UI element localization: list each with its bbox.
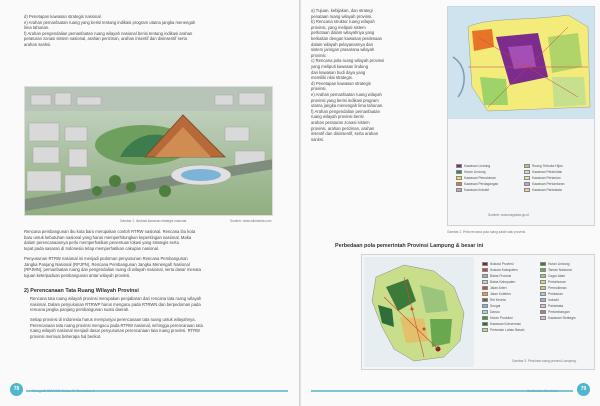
text-line: insentif dan disinsentif, serta arahan <box>311 131 379 137</box>
legend-item <box>524 187 590 193</box>
map2-legend-right <box>540 261 595 321</box>
text-line: Setiap provinsi di Indonesia harus mempunyai perencanaan tata ruang untuk wilayahnya. <box>30 317 196 322</box>
photo-caption: Gambar 1. Ilustrasi kawasan strategis nasional. <box>120 219 187 223</box>
photo-credit: Sumber: www.wikimedia.com <box>230 219 272 223</box>
text-line: (RPJMN), pemanfaatan ruang dan pengendalian ruang di wilayah nasional, serta dasar menata <box>24 267 201 273</box>
legend-swatch <box>482 316 488 320</box>
legend-swatch <box>482 262 488 266</box>
text-line: Rencana tata ruang wilayah provinsi merupakan penjabaran dari rencana tata ruang wilayah <box>30 296 202 301</box>
legend-item <box>482 327 538 333</box>
text-line: d) Penetapan kawasan strategis nasional. <box>24 14 102 19</box>
text-line: perkotaan dalam wilayahnya yang <box>311 30 375 36</box>
legend-label: Perikanan <box>548 292 563 296</box>
legend-swatch <box>482 328 488 332</box>
text-line: Jangka Panjang Nasional (RPJPN), Rencana Pembangunan Jangka Menengah Nasional <box>24 261 190 267</box>
legend-swatch <box>482 268 488 272</box>
legend-item <box>456 187 522 193</box>
legend-swatch <box>540 268 546 272</box>
legend-label: Kawasan Industri <box>464 188 490 192</box>
legend-label: Kawasan Pariwisata <box>532 188 562 192</box>
text-line: arahan sanksi. <box>24 42 52 47</box>
text-line: a) Tujuan, kebijakan, dan strategi <box>311 8 373 13</box>
legend-swatch <box>524 164 530 168</box>
legend-swatch <box>482 286 488 290</box>
legend-swatch <box>482 274 488 278</box>
text-line: d) Penetapan kawasan strategis <box>311 80 371 86</box>
legend-swatch <box>524 170 530 174</box>
legend-swatch <box>524 176 530 180</box>
text-line: Perencanaan tata ruang provinsi mengacu pada RTRW nasional, sehingga perencanaan tata <box>30 322 203 328</box>
legend-swatch <box>540 310 546 314</box>
legend-swatch <box>540 274 546 278</box>
legend-label: Ruang Terbuka Hijau <box>532 164 563 168</box>
text-line: sistem jaringan prasarana wilayah <box>311 47 375 53</box>
section-heading: 2) Perencanaan Tata Ruang Wilayah Provinsi <box>24 288 139 294</box>
footer-title: Geografi SMA/MA Kelas XI Semester 1 <box>32 389 95 393</box>
legend-swatch <box>482 292 488 296</box>
legend-label: Rel Kereta <box>490 298 506 302</box>
legend-label: Ibukota Provinsi <box>490 262 514 266</box>
legend-swatch <box>540 298 546 302</box>
text-line: arahan peraturan zonasi sistem <box>311 120 370 125</box>
text-line: utama jangka menengah lima tahunan. <box>311 103 384 109</box>
text-line: nasional. Dalam penyusunan RTRWP harus mengacu pada RTRWN dan berpedoman pada <box>30 301 201 307</box>
page-number: 78 <box>10 383 23 396</box>
text-line: Penyusunan RTRW nasional ini menjadi pedoman penyusunan Rencana Pembangunan <box>24 256 188 261</box>
legend-label: Kawasan Pelabuhan <box>532 170 563 174</box>
legend-label: Hutan Lindung <box>548 262 570 266</box>
text-line: lima tahunan. <box>24 25 50 31</box>
text-line: e) Arahan pemanfaatan ruang wilayah <box>311 92 382 97</box>
legend-swatch <box>540 286 546 290</box>
legend-label: Kawasan Perdagangan <box>464 182 499 186</box>
text-line: f) Arahan pengendalian pemanfaatan ruang wilayah nasional berisi tentang indikasi arahan <box>24 30 193 36</box>
legend-swatch <box>456 176 462 180</box>
legend-swatch <box>540 316 546 320</box>
text-line: ruang wilayah provinsi berisi <box>311 114 364 120</box>
map1-graphic <box>448 7 595 119</box>
legend-label: Jalan Arteri <box>490 286 507 290</box>
legend-swatch <box>456 188 462 192</box>
legend-swatch <box>482 298 488 302</box>
legend-swatch <box>482 322 488 326</box>
legend-label: Kawasan Strategis <box>548 316 576 320</box>
legend-swatch <box>540 262 546 266</box>
legend-label: Permukiman <box>548 286 567 290</box>
legend-label: Pertanian Lahan Basah <box>490 328 525 332</box>
page-number: 79 <box>577 383 590 396</box>
text-line: e) Arahan pemanfaatan ruang yang berisi tentang indikasi program utama jangka menengah <box>24 19 196 25</box>
text-line: dan kawasan budi daya yang <box>311 69 366 75</box>
legend-label: Hutan Produksi <box>490 316 513 320</box>
legend-item <box>540 315 595 321</box>
text-line: c) Rencana pola ruang wilayah provinsi <box>311 58 385 64</box>
map1-caption: Gambar 2. Peta rencana pola ruang salah satu provinsi. <box>447 230 527 234</box>
text-line: sanksi. <box>311 136 325 142</box>
text-line: provinsi yang berisi indikasi program <box>311 97 379 103</box>
text-line: f) Arahan pengendalian pemanfaatan <box>311 108 380 114</box>
legend-label: Kawasan Konservasi <box>490 322 521 326</box>
legend-label: Kawasan Perkantoran <box>532 182 565 186</box>
text-line: yang meliputi kawasan lindung <box>311 64 369 69</box>
text-line: peraturan zonasi sistem nasional, arahan perizinan, arahan insentif dan disinsentif serta <box>24 36 187 42</box>
text-line: baru untuk kebutuhan nasional yang harus memperhitungkan kepentingan nasional. Maka <box>24 234 192 240</box>
text-line: memiliki nilai strategis. <box>311 75 353 81</box>
legend-label: Pariwisata <box>548 304 564 308</box>
legend-swatch <box>540 292 546 296</box>
text-line: provinsi memuat beberapa hal berikut. <box>30 333 102 339</box>
text-line: b) Rencana struktur ruang wilayah <box>311 19 375 25</box>
legend-label: Pertambangan <box>548 310 570 314</box>
aerial-photo <box>24 86 273 216</box>
map-pola-ruang <box>447 6 595 226</box>
aerial-illustration <box>25 87 273 216</box>
legend-label: Kawasan Pemukiman <box>464 176 496 180</box>
text-line: provinsi. <box>311 86 327 92</box>
map2-title: Perbedaan pola pemerintah Provinsi Lampung & besar ini <box>335 243 484 249</box>
legend-label: Cagar Alam <box>548 274 566 278</box>
text-line: dalam perencanaannya perlu memperhatikan penentuan lokasi yang strategis serta <box>24 240 179 246</box>
map2-graphic <box>364 257 474 367</box>
text-line: provinsi, arahan perizinan, arahan <box>311 125 375 131</box>
legend-label: Sungai <box>490 304 501 308</box>
legend-swatch <box>540 304 546 308</box>
text-line: dalam wilayah pelayanannya dan <box>311 41 373 47</box>
text-line: penataan ruang wilayah provinsi. <box>311 13 373 19</box>
text-line: rencana jangka panjang pembangunan suatu daerah. <box>30 307 130 313</box>
legend-label: Industri <box>548 298 559 302</box>
legend-label: Ibukota Kabupaten <box>490 268 518 272</box>
legend-label: Hutan Lindung <box>464 170 486 174</box>
right-page <box>301 0 600 406</box>
legend-swatch <box>524 182 530 186</box>
text-line: Rencana pembangunan ibu kota baru merupakan contoh RTRW nasional. Rencana ibu kota <box>24 229 196 234</box>
map1-source: Sumber: www.bappeda.go.id <box>488 213 529 217</box>
legend-swatch <box>456 182 462 186</box>
map-lampung <box>361 254 595 370</box>
map2-caption: Gambar 3. Peta tata ruang provinsi Lampung. <box>512 359 577 363</box>
legend-label: Jalan Kolektor <box>490 292 511 296</box>
map1-legend-col-b <box>524 163 590 193</box>
legend-label: Taman Nasional <box>548 268 572 272</box>
legend-label: Perkebunan <box>548 280 566 284</box>
legend-label: Kawasan Pertanian <box>532 176 561 180</box>
text-line: ruang wilayah nasional menjadi dasar penyusunan perencanaan tata ruang provinsi. RTRW <box>30 328 201 334</box>
footer-title: Kurikulum Merdeka <box>527 389 558 393</box>
legend-label: Batas Kabupaten <box>490 280 516 284</box>
text-line: tepat pada sasaran di Indonesia tetap memperhatikan cakupan nasional. <box>24 245 160 251</box>
text-line: provinsi, yang meliputi sistem <box>311 24 366 30</box>
legend-swatch <box>524 188 530 192</box>
legend-swatch <box>540 280 546 284</box>
text-line: tujuan keterpaduan pembangunan antar wilayah provinsi. <box>24 272 131 278</box>
left-page <box>0 0 299 406</box>
map1-legend-col-a <box>456 163 522 193</box>
text-line: berkaitan dengan kawasan perdesaan <box>311 36 383 41</box>
legend-label: Kawasan Lindung <box>464 164 491 168</box>
legend-swatch <box>456 170 462 174</box>
text-line: provinsi. <box>311 52 327 58</box>
legend-label: Batas Provinsi <box>490 274 512 278</box>
legend-swatch <box>482 310 488 314</box>
legend-swatch <box>482 304 488 308</box>
legend-label: Danau <box>490 310 500 314</box>
legend-swatch <box>482 280 488 284</box>
legend-swatch <box>456 164 462 168</box>
map2-legend-left <box>482 261 538 333</box>
